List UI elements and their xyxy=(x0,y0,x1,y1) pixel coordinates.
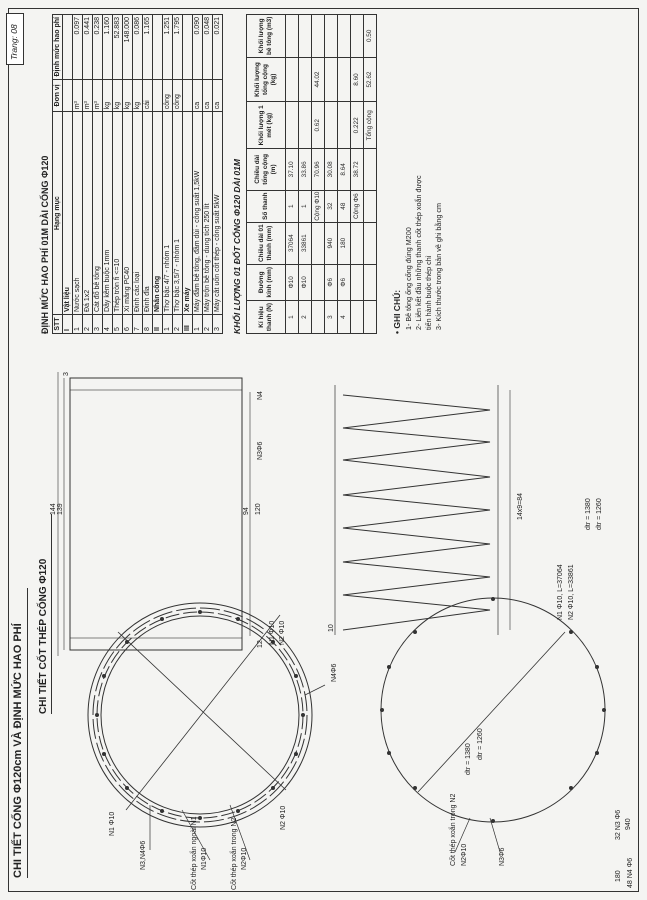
norm-cell-item: Thép tròn fi <=10 xyxy=(113,112,123,315)
norm-cell-unit: cái xyxy=(143,79,153,112)
mass-cell xyxy=(312,222,325,264)
label-n3-len: 940 xyxy=(625,818,632,830)
mass-cell: Φ10 xyxy=(299,264,312,301)
mass-cell: 2 xyxy=(299,301,312,334)
mass-header-cell: Số thanh xyxy=(247,190,286,222)
norm-cell-value: 0.097 xyxy=(73,15,83,80)
mass-header-cell: Khối lượng tổng cộng (kg) xyxy=(247,57,286,102)
norm-cell-stt: 2 xyxy=(83,315,93,334)
mass-cell: Φ6 xyxy=(325,264,338,301)
mass-cell: 8.60 xyxy=(351,57,364,102)
mass-cell xyxy=(364,264,377,301)
norm-cell-unit xyxy=(153,79,163,112)
norm-cell-value: 0.086 xyxy=(133,15,143,80)
norm-cell-unit: ca xyxy=(203,79,213,112)
norm-cell-item: Đinh các loại xyxy=(133,112,143,315)
norm-cell-item: Đinh đỉa xyxy=(143,112,153,315)
mass-table-row xyxy=(286,15,299,334)
mass-header-cell: Đường kính (mm) xyxy=(247,264,286,301)
norm-cell-stt: 2 xyxy=(203,315,213,334)
note-line: 3- Kích thước trong bản vẽ ghi bằng cm xyxy=(434,203,443,330)
norm-cell-stt: 4 xyxy=(103,315,113,334)
mass-cell: 940 xyxy=(325,222,338,264)
notes-list xyxy=(404,175,444,330)
norm-cell-value: 1.160 xyxy=(103,15,113,80)
mass-cell: Tổng cộng xyxy=(364,102,377,149)
label-dim-n1: N1 Φ10 xyxy=(269,620,276,645)
mass-cell xyxy=(286,15,299,58)
norm-cell-item: Máy cắt uốn cốt thép - công suất 5kW xyxy=(213,112,223,315)
mass-cell xyxy=(299,57,312,102)
mass-cell: 52.62 xyxy=(364,57,377,102)
norm-table-row xyxy=(193,15,203,334)
norm-cell-value: 148.000 xyxy=(123,15,133,80)
mass-cell xyxy=(338,15,351,58)
label-dim-139: 139 xyxy=(57,503,64,515)
label-dim-120: 120 xyxy=(255,503,262,515)
label-n4: N4Φ6 xyxy=(331,663,338,682)
norm-header-item: Hạng mục xyxy=(53,112,63,315)
norm-cell-item: Nước sạch xyxy=(73,112,83,315)
label-dtr-1260-b: dtr = 1260 xyxy=(596,498,603,530)
norm-cell-value: 0.090 xyxy=(193,15,203,80)
mass-cell xyxy=(364,301,377,334)
norm-cell-unit: kg xyxy=(103,79,113,112)
mass-cell: 1 xyxy=(286,301,299,334)
rebar-drawings xyxy=(0,340,647,900)
mass-cell: 48 xyxy=(338,190,351,222)
norm-cell-item: Dây kẽm buộc 1mm xyxy=(103,112,113,315)
norm-cell-value: 0.238 xyxy=(93,15,103,80)
label-dim-n4: N4 xyxy=(257,391,264,400)
mass-cell xyxy=(325,57,338,102)
label-ring-inner-spiral: Cốt thép xoắn trong N2 xyxy=(450,793,457,866)
norm-cell-unit: công xyxy=(163,79,173,112)
norm-table-row xyxy=(153,15,163,334)
mass-header-cell: Chiều dài tổng cộng (m) xyxy=(247,149,286,190)
mass-table-row xyxy=(338,15,351,334)
norm-table xyxy=(52,14,223,334)
mass-header-cell: Khối lượng 1 mét (kg) xyxy=(247,102,286,149)
norm-table-row xyxy=(173,15,183,334)
norm-cell-unit: kg xyxy=(123,79,133,112)
norm-cell-item: Máy trộn bê tông - dung tích 250 lít xyxy=(203,112,213,315)
norm-table-row xyxy=(123,15,133,334)
norm-cell-stt: I xyxy=(63,315,73,334)
norm-cell-value: 1.165 xyxy=(143,15,153,80)
norm-cell-item: Nhân công xyxy=(153,112,163,315)
label-dim-94: 94 xyxy=(243,507,250,515)
mass-cell: Φ6 xyxy=(338,264,351,301)
mass-cell xyxy=(286,57,299,102)
mass-cell: 38.72 xyxy=(351,149,364,190)
norm-table-row xyxy=(183,15,193,334)
label-inner-spiral: Cốt thép xoắn trong N2 xyxy=(231,817,238,890)
mass-cell: 44.02 xyxy=(312,57,325,102)
mass-cell xyxy=(325,15,338,58)
mass-cell xyxy=(351,222,364,264)
mass-cell xyxy=(364,222,377,264)
mass-cell: 0.50 xyxy=(364,15,377,58)
mass-cell: Φ10 xyxy=(286,264,299,301)
mass-cell: 33861 xyxy=(299,222,312,264)
mass-header-cell: Chiều dài 01 thanh (mm) xyxy=(247,222,286,264)
norm-cell-stt: 7 xyxy=(133,315,143,334)
norm-cell-unit: công xyxy=(173,79,183,112)
norm-header-unit: Đơn vị xyxy=(53,79,63,112)
note-line: tiến hành buộc thép chì xyxy=(424,255,433,330)
norm-cell-value: 0.441 xyxy=(83,15,93,80)
label-dim-144: 144 xyxy=(50,503,57,515)
mass-cell: 0.222 xyxy=(351,102,364,149)
norm-cell-unit: kg xyxy=(133,79,143,112)
norm-table-row xyxy=(113,15,123,334)
label-n1-leader: N1Φ10 xyxy=(201,847,208,870)
mass-cell xyxy=(338,102,351,149)
mass-cell: 70.96 xyxy=(312,149,325,190)
label-n3n4: N3,N4Φ6 xyxy=(140,840,147,870)
mass-cell xyxy=(286,102,299,149)
label-dim-3: 3 xyxy=(63,372,70,376)
norm-table-row xyxy=(93,15,103,334)
mass-cell: Cộng Φ10 xyxy=(312,190,325,222)
norm-cell-value: 0.048 xyxy=(203,15,213,80)
norm-cell-value xyxy=(183,15,193,80)
mass-cell: 180 xyxy=(338,222,351,264)
norm-cell-stt: 1 xyxy=(163,315,173,334)
label-n2-leader: N2Φ10 xyxy=(241,847,248,870)
label-ring-n3: N3Φ6 xyxy=(499,847,506,866)
norm-table-row xyxy=(143,15,153,334)
label-n2-length: N2 Φ10, L=33861 xyxy=(568,564,575,620)
label-dim-n3: N3Φ6 xyxy=(257,441,264,460)
mass-cell: 3 xyxy=(325,301,338,334)
mass-table-row xyxy=(351,15,364,334)
label-dim-12: 12 xyxy=(257,640,264,648)
norm-cell-unit: kg xyxy=(113,79,123,112)
mass-cell xyxy=(351,264,364,301)
mass-cell xyxy=(364,190,377,222)
mass-title: KHỐI LƯỢNG 01 ĐỐT CỐNG Φ120 DÀI 01M xyxy=(232,159,242,334)
label-dtr-1260: dtr = 1260 xyxy=(477,728,484,760)
norm-cell-stt: 3 xyxy=(93,315,103,334)
norm-cell-unit xyxy=(183,79,193,112)
mass-header-cell: Khối lượng bê tông (m3) xyxy=(247,15,286,58)
norm-cell-value: 0.021 xyxy=(213,15,223,80)
norm-cell-stt: 6 xyxy=(123,315,133,334)
mass-cell xyxy=(338,57,351,102)
mass-cell: Cộng Φ6 xyxy=(351,190,364,222)
label-dim-n2: N2 Φ10 xyxy=(279,620,286,645)
label-n3-count: 32 N3 Φ6 xyxy=(615,809,622,840)
norm-cell-item: Đá 1x2 xyxy=(83,112,93,315)
mass-cell xyxy=(299,102,312,149)
mass-cell: 37.10 xyxy=(286,149,299,190)
norm-table-row xyxy=(83,15,93,334)
mass-cell xyxy=(351,15,364,58)
norm-cell-item: Xe máy xyxy=(183,112,193,315)
mass-cell xyxy=(351,301,364,334)
norm-cell-item: Xi măng PC40 xyxy=(123,112,133,315)
page-label-box xyxy=(6,13,24,65)
norm-cell-unit: ca xyxy=(213,79,223,112)
norm-table-row xyxy=(133,15,143,334)
label-n2: N2 Φ10 xyxy=(280,805,287,830)
mass-table-row xyxy=(325,15,338,334)
norm-header-norm: Định mức hao phí xyxy=(53,15,63,80)
mass-cell: 1 xyxy=(286,190,299,222)
page-label: Trang: 08 xyxy=(9,24,19,60)
subtitle: CHI TIẾT CỐT THÉP CỐNG Φ120 xyxy=(38,558,49,714)
norm-header-stt: STT xyxy=(53,315,63,334)
norm-cell-unit: m³ xyxy=(73,79,83,112)
mass-cell xyxy=(299,15,312,58)
mass-table xyxy=(246,14,377,334)
mass-table-row xyxy=(312,15,325,334)
note-line: 1- Bê tông ống cống đúng M200 xyxy=(404,227,413,330)
mass-cell: 0.62 xyxy=(312,102,325,149)
mass-cell: 8.64 xyxy=(338,149,351,190)
norm-table-row xyxy=(73,15,83,334)
mass-cell: 4 xyxy=(338,301,351,334)
norm-cell-stt: 5 xyxy=(113,315,123,334)
mass-header-cell: Kí hiệu thanh (N) xyxy=(247,301,286,334)
norm-table-row xyxy=(213,15,223,334)
longitudinal-inner xyxy=(70,390,242,638)
norm-cell-unit: ca xyxy=(193,79,203,112)
mass-table-row xyxy=(364,15,377,334)
norm-cell-value xyxy=(153,15,163,80)
norm-cell-stt: III xyxy=(183,315,193,334)
norm-cell-stt: 1 xyxy=(73,315,83,334)
label-n1: N1 Φ10 xyxy=(109,811,116,836)
norm-cell-value: 52.883 xyxy=(113,15,123,80)
norm-cell-value: 1.795 xyxy=(173,15,183,80)
mass-table-row xyxy=(299,15,312,334)
norm-header-row xyxy=(53,15,63,334)
label-dim-10: 10 xyxy=(328,624,335,632)
norm-cell-item: Thợ bậc 3,5/7 - nhóm 1 xyxy=(173,112,183,315)
mass-cell xyxy=(312,264,325,301)
mass-cell xyxy=(312,15,325,58)
norm-table-row xyxy=(163,15,173,334)
mass-cell xyxy=(312,301,325,334)
norm-table-row xyxy=(103,15,113,334)
norm-cell-value: 1.251 xyxy=(163,15,173,80)
norm-cell-item: Thợ bậc 4/7 - nhóm 1 xyxy=(163,112,173,315)
label-n4-count: 48 N4 Φ6 xyxy=(627,857,634,888)
notes-title: • GHI CHÚ: xyxy=(392,289,402,334)
label-n4-len: 180 xyxy=(615,870,622,882)
mass-cell: 32 xyxy=(325,190,338,222)
diameter-line-2 xyxy=(118,632,286,790)
pipe-inner-circle xyxy=(101,616,299,814)
mass-cell: 1 xyxy=(299,190,312,222)
norm-table-row xyxy=(63,15,73,334)
mass-header-row xyxy=(247,15,286,334)
norm-cell-stt: 3 xyxy=(213,315,223,334)
main-title: CHI TIẾT CỐNG Φ120cm VÀ ĐỊNH MỨC HAO PHÍ xyxy=(12,623,24,878)
note-line: 2- Liên kết đầu những thanh cốt thép xoắn được xyxy=(414,175,423,330)
norm-cell-item: Cát đổ bê tông xyxy=(93,112,103,315)
norm-cell-stt: 8 xyxy=(143,315,153,334)
label-outer-spiral: Cốt thép xoắn ngoài N1 xyxy=(191,816,198,890)
mass-cell: 33.86 xyxy=(299,149,312,190)
norm-cell-item: Vật liệu xyxy=(63,112,73,315)
mass-cell: 30.08 xyxy=(325,149,338,190)
label-pitch: 14x9=84 xyxy=(517,492,524,520)
label-dtr-1380-b: dtr = 1380 xyxy=(585,498,592,530)
norm-table-row xyxy=(203,15,213,334)
norm-cell-stt: II xyxy=(153,315,163,334)
mass-cell xyxy=(325,102,338,149)
label-dtr-1380: dtr = 1380 xyxy=(465,743,472,775)
norm-title: ĐỊNH MỨC HAO PHÍ 01M DÀI CỐNG Φ120 xyxy=(40,155,50,334)
mass-cell xyxy=(364,149,377,190)
zigzag-spiral xyxy=(343,395,490,630)
mass-cell: 37064 xyxy=(286,222,299,264)
label-ring-n2: N2Φ10 xyxy=(461,843,468,866)
norm-cell-stt: 1 xyxy=(193,315,203,334)
label-n1-length: N1 Φ10, L=37064 xyxy=(557,564,564,620)
norm-cell-stt: 2 xyxy=(173,315,183,334)
norm-cell-value xyxy=(63,15,73,80)
norm-cell-item: Máy đầm bê tông, đầm dùi - công suất 1,5kW xyxy=(193,112,203,315)
ring-diameter-line xyxy=(418,632,565,792)
norm-cell-unit: m³ xyxy=(93,79,103,112)
norm-cell-unit: m³ xyxy=(83,79,93,112)
norm-cell-unit xyxy=(63,79,73,112)
